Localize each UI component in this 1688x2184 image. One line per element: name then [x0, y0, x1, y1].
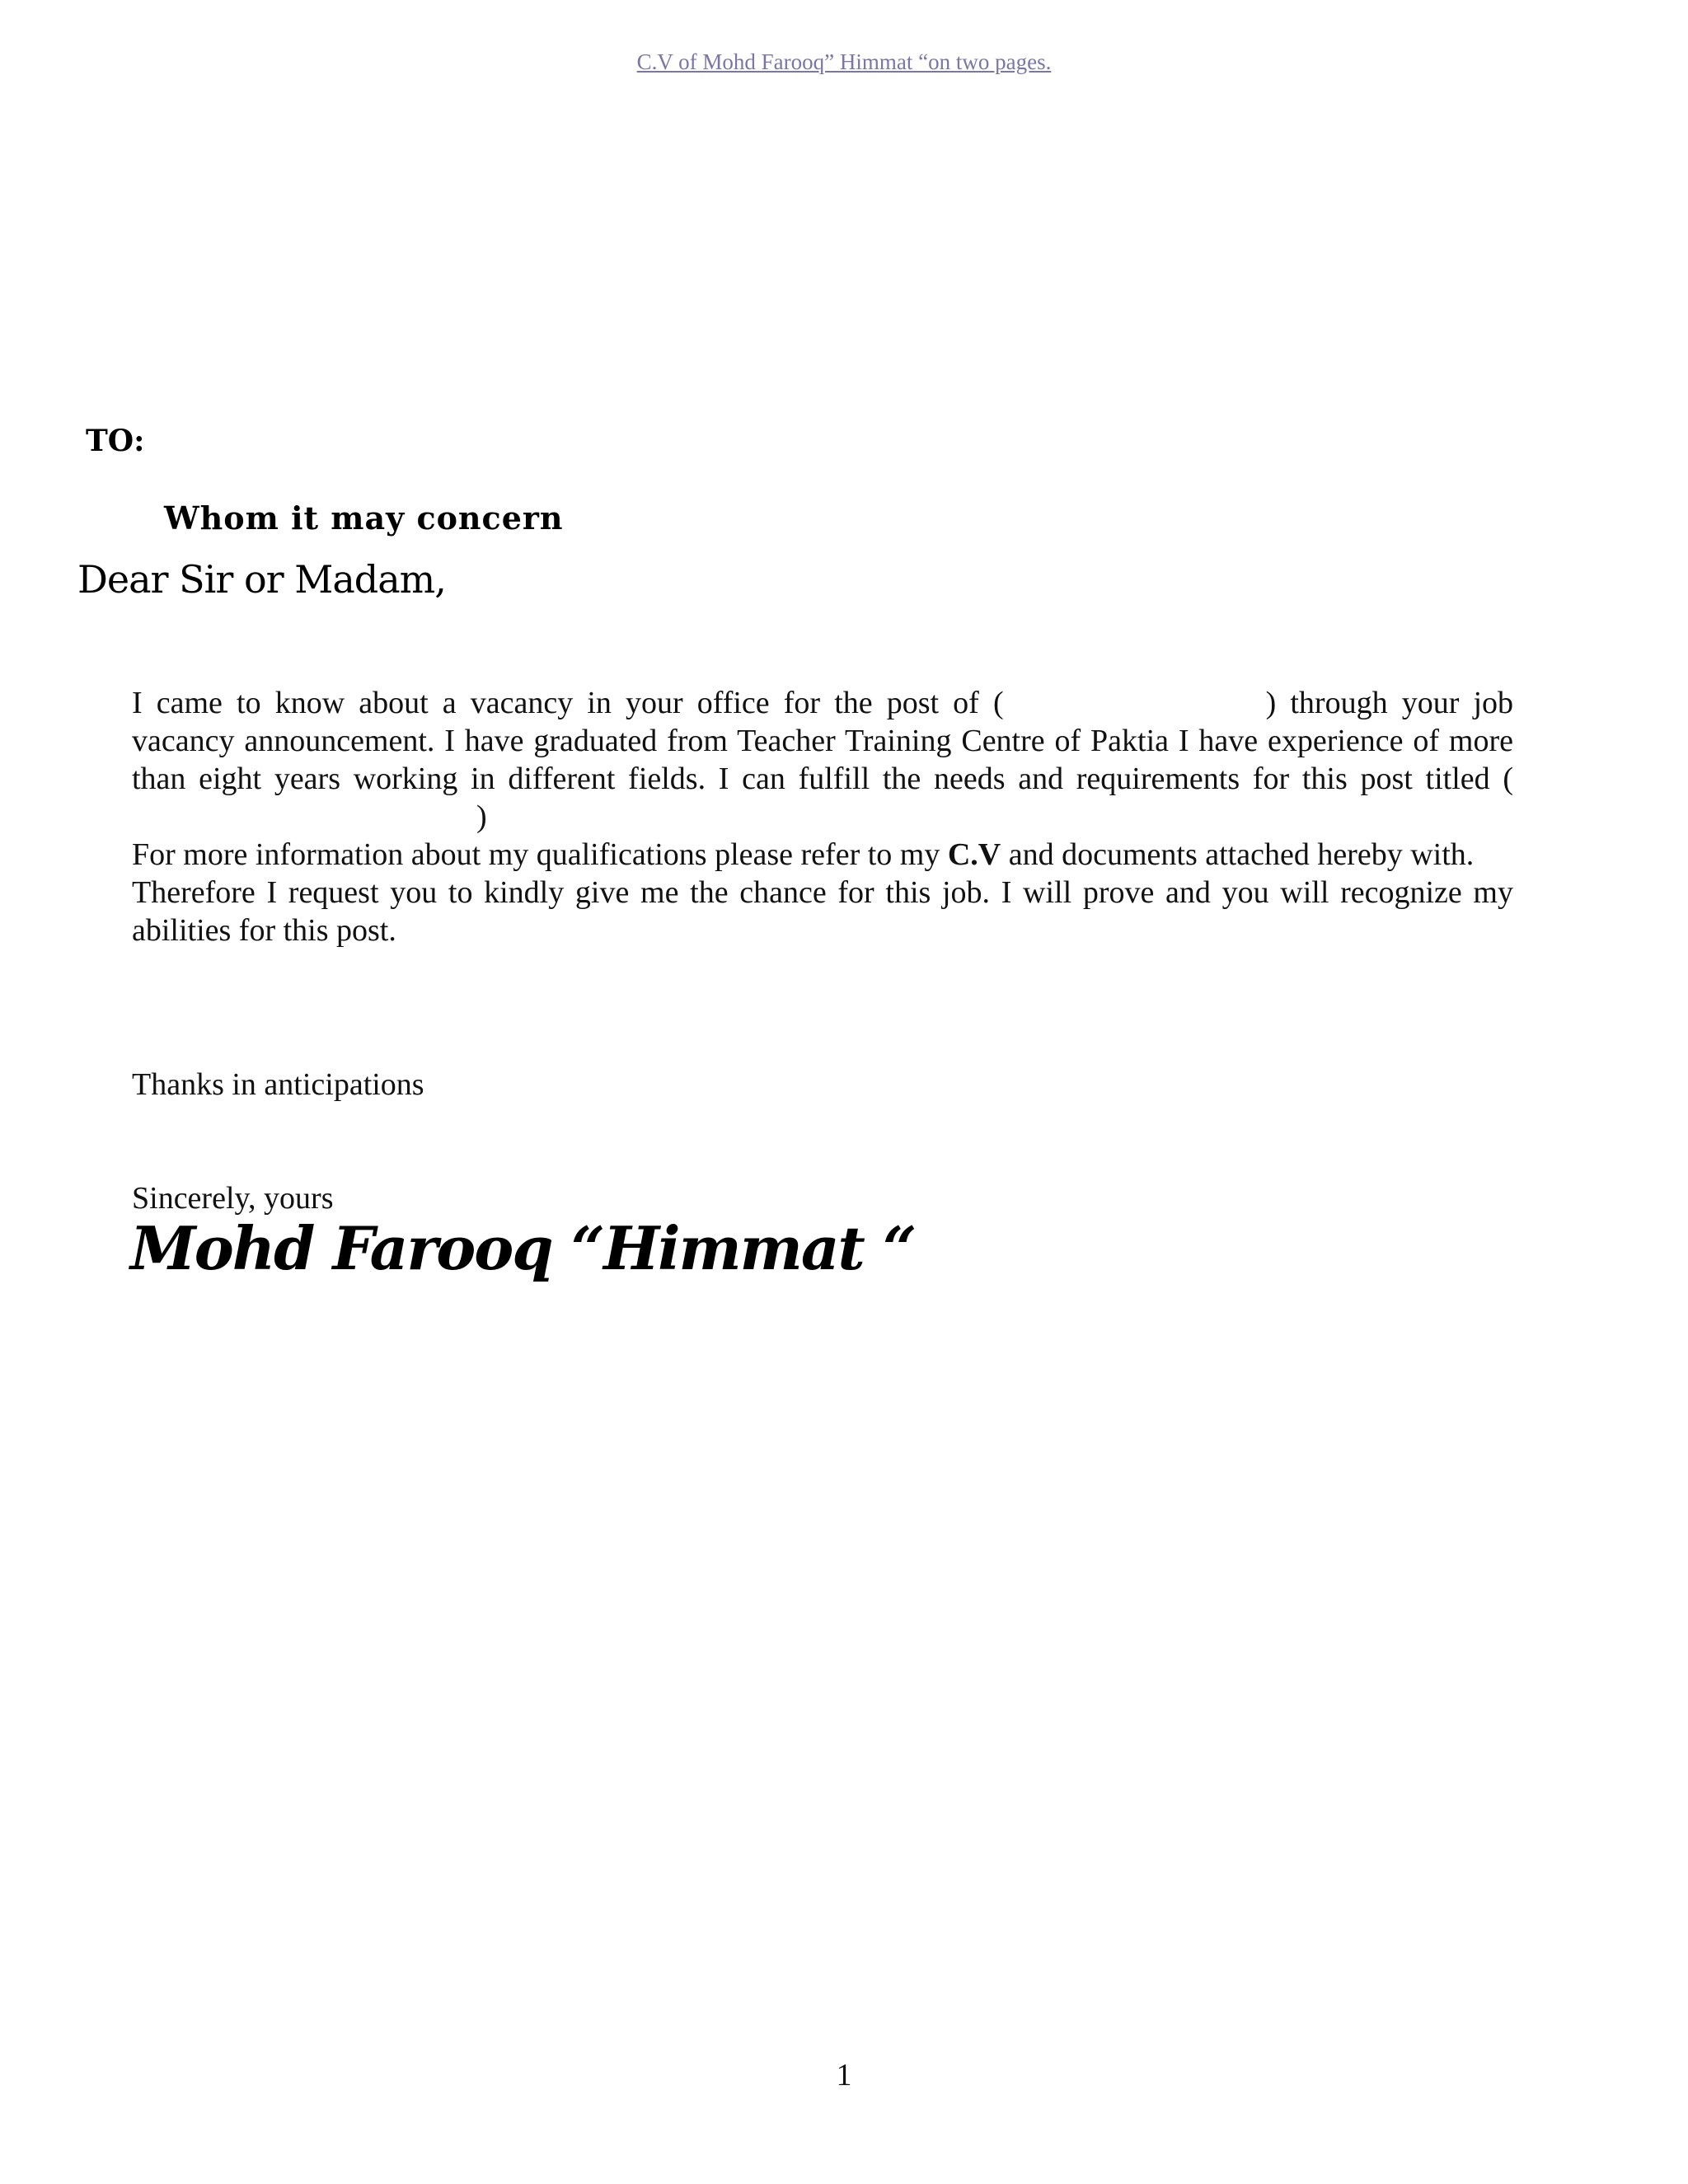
- letter-body: [132, 684, 1513, 949]
- paragraph-qualifications: [132, 836, 1513, 874]
- page-number: 1: [836, 2058, 852, 2093]
- vacancy-text-middle: ) through your job vacancy announcement. I have graduated from Teacher Training Centre of Paktia I have experience of more than eight years working in different fields. I can fulfill the needs and requirements for this post titled (: [132, 686, 1514, 796]
- vacancy-text-start: I came to know about a vacancy in your office for the post of (: [132, 686, 1004, 720]
- to-label: TO:: [86, 424, 145, 458]
- signature: Mohd Farooq “Himmat “: [130, 1213, 916, 1283]
- qualifications-text-start: For more information about my qualifications please refer to my: [132, 837, 948, 872]
- paragraph-vacancy: [132, 684, 1513, 836]
- salutation: Dear Sir or Madam,: [77, 557, 446, 602]
- header-link[interactable]: C.V of Mohd Farooq” Himmat “on two pages.: [636, 49, 1052, 74]
- qualifications-text-end: and documents attached hereby with.: [1001, 837, 1475, 872]
- thanks-line: Thanks in anticipations: [132, 1067, 424, 1102]
- closing-line: Sincerely, yours: [132, 1181, 334, 1216]
- paragraph-request: Therefore I request you to kindly give me the chance for this job. I will prove and you will recognize my abilities for this post.: [132, 875, 1513, 948]
- cv-reference: C.V: [947, 837, 1001, 872]
- vacancy-text-end: ): [476, 799, 487, 834]
- recipient-line: Whom it may concern: [164, 499, 564, 537]
